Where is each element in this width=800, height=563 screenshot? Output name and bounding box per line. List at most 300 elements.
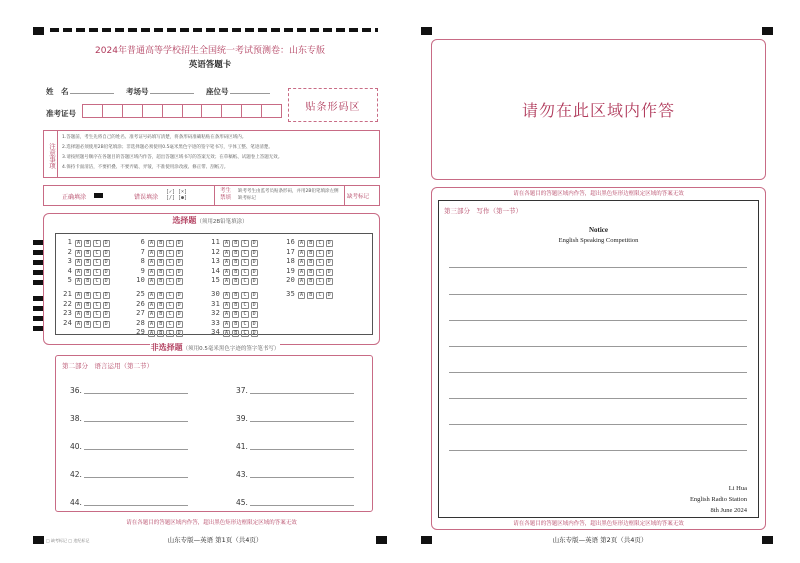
choice-row <box>206 300 260 309</box>
registration-mark <box>376 536 387 544</box>
choice-row <box>281 290 335 299</box>
answer-blank[interactable] <box>84 421 188 422</box>
writing-line[interactable] <box>449 320 747 321</box>
choice-note: （须用2B铅笔填涂） <box>196 219 248 225</box>
choice-bubble[interactable]: C <box>168 240 172 246</box>
choice-bubble[interactable]: D <box>177 268 181 275</box>
choice-bubble[interactable]: C <box>243 240 247 246</box>
choice-bubble[interactable]: B <box>86 320 90 327</box>
blank-label: 37. <box>236 386 248 395</box>
choice-bubble[interactable]: B <box>86 259 90 265</box>
choice-row <box>131 290 185 299</box>
barcode-area <box>288 88 378 122</box>
choice-bubble[interactable]: D <box>104 249 108 256</box>
choice-bubble[interactable]: A <box>225 249 229 256</box>
choice-bubble[interactable]: B <box>309 240 313 246</box>
choice-bubble[interactable]: B <box>234 292 238 298</box>
choice-bubble[interactable]: A <box>77 311 81 317</box>
question-number: 9 <box>140 266 145 275</box>
registration-mark <box>421 27 432 35</box>
question-number: 33 <box>211 318 220 327</box>
choice-bubble[interactable]: B <box>86 278 90 284</box>
section2-box <box>55 355 373 512</box>
choice-bubble[interactable]: D <box>252 311 256 317</box>
choice-bubble[interactable]: B <box>234 301 238 308</box>
writing-line[interactable] <box>449 450 747 451</box>
choice-row <box>131 319 185 328</box>
question-number: 25 <box>136 290 145 298</box>
timing-mark <box>33 316 43 321</box>
choice-row <box>131 300 185 309</box>
choice-bubble[interactable]: D <box>104 268 108 275</box>
absent-mark-label: 缺考标记 <box>347 194 370 200</box>
choice-row <box>58 267 112 276</box>
answer-card-title: 英语答题卡 <box>188 60 232 70</box>
choice-bubble[interactable]: A <box>150 292 154 298</box>
choice-bubble[interactable]: D <box>327 278 331 284</box>
writing-line[interactable] <box>449 294 747 295</box>
choice-bubble[interactable]: D <box>252 301 256 308</box>
choice-bubble[interactable]: B <box>86 301 90 308</box>
choice-row <box>131 328 185 337</box>
blank-label: 44. <box>70 498 82 507</box>
choice-bubble[interactable]: C <box>95 249 99 256</box>
choice-row <box>206 328 260 337</box>
question-number: 10 <box>136 276 145 284</box>
choice-bubble[interactable]: B <box>86 249 90 256</box>
question-number: 31 <box>211 299 220 308</box>
choice-bubble[interactable]: B <box>159 259 163 265</box>
choice-bubble[interactable]: C <box>95 311 99 317</box>
choice-bubble[interactable]: B <box>309 278 313 284</box>
choice-row <box>58 238 112 247</box>
note-item: 4.保持卡面清洁，不要折叠、不要弄破、弄皱，不准使用涂改液、修正带、刮纸刀。 <box>62 165 229 170</box>
choice-bubble[interactable]: D <box>177 278 181 284</box>
choice-bubble[interactable]: B <box>159 240 163 246</box>
choice-bubble[interactable]: D <box>104 301 108 308</box>
sign-org: English Radio Station <box>689 496 747 503</box>
answer-blank[interactable] <box>84 505 188 506</box>
choice-row <box>206 276 260 285</box>
choice-bubble[interactable]: D <box>327 292 331 298</box>
choice-bubble[interactable]: C <box>243 311 247 317</box>
registration-mark <box>762 27 773 35</box>
choice-bubble[interactable]: D <box>252 292 256 298</box>
choice-bubble[interactable]: D <box>104 320 108 327</box>
page-footer: 山东专版—英语 第2页（共4页） <box>552 536 648 544</box>
choice-bubble[interactable]: A <box>77 249 81 256</box>
choice-bubble[interactable]: B <box>159 249 163 256</box>
blank-label: 38. <box>70 414 82 423</box>
choice-bubble[interactable]: D <box>177 330 181 336</box>
question-number: 28 <box>136 318 145 327</box>
choice-bubble[interactable]: C <box>243 301 247 308</box>
choice-bubble[interactable]: A <box>225 320 229 327</box>
choice-row <box>58 300 112 309</box>
choice-title: 选择题 <box>172 216 197 225</box>
question-number: 15 <box>211 276 220 284</box>
question-number: 16 <box>286 238 295 246</box>
choice-bubble[interactable]: B <box>234 320 238 327</box>
writing-line[interactable] <box>449 346 747 347</box>
choice-bubble[interactable]: D <box>252 259 256 265</box>
choice-bubble[interactable]: A <box>77 292 81 298</box>
notice-subtitle: English Speaking Competition <box>558 237 639 244</box>
choice-bubble[interactable]: A <box>300 278 304 284</box>
choice-row <box>281 267 335 276</box>
nonchoice-heading <box>150 342 280 353</box>
timing-mark <box>33 240 43 245</box>
choice-bubble[interactable]: A <box>225 268 229 275</box>
choice-bubble[interactable]: A <box>225 301 229 308</box>
choice-bubble[interactable]: D <box>104 259 108 265</box>
notes-label: 注意事项 <box>44 131 58 177</box>
section2-title: 第二部分 语言运用（第二节） <box>62 362 153 370</box>
question-number: 14 <box>211 266 220 275</box>
footer-small: □ 缺考标记 □ 违纪标记 <box>46 538 90 543</box>
choice-bubble[interactable]: A <box>300 249 304 256</box>
choice-bubble[interactable]: B <box>159 311 163 317</box>
no-answer-area <box>431 39 766 180</box>
seat-field[interactable] <box>230 93 270 94</box>
question-number: 30 <box>211 290 220 298</box>
choice-bubble[interactable]: C <box>243 249 247 256</box>
choice-bubble[interactable]: A <box>225 330 229 336</box>
choice-bubble[interactable]: C <box>95 278 99 284</box>
choice-bubble[interactable]: C <box>95 292 99 298</box>
choice-row <box>281 257 335 266</box>
choice-bubble[interactable]: A <box>150 278 154 284</box>
timing-mark <box>33 270 43 275</box>
choice-row <box>58 319 112 328</box>
choice-bubble[interactable]: A <box>225 311 229 317</box>
timing-mark <box>33 306 43 311</box>
choice-bubble[interactable]: A <box>225 292 229 298</box>
question-number: 23 <box>63 309 72 317</box>
choice-row <box>206 248 260 257</box>
fill-example-box <box>43 185 380 206</box>
timing-mark <box>33 326 43 331</box>
choice-bubble[interactable]: C <box>168 259 172 265</box>
candidate-id-label: 准考证号 <box>46 109 76 118</box>
timing-track <box>50 28 378 32</box>
choice-bubble[interactable]: A <box>77 259 81 265</box>
choice-bubble[interactable]: C <box>168 292 172 298</box>
writing-line[interactable] <box>449 267 747 268</box>
choice-row <box>206 238 260 247</box>
answer-blank[interactable] <box>84 477 188 478</box>
choice-row <box>206 257 260 266</box>
choice-bubble[interactable]: B <box>309 292 313 298</box>
question-number: 13 <box>211 257 220 265</box>
answer-blank[interactable] <box>250 477 354 478</box>
choice-bubble[interactable]: D <box>104 292 108 298</box>
choice-bubble[interactable]: A <box>150 259 154 265</box>
choice-bubble[interactable]: A <box>225 259 229 265</box>
exam-room-field[interactable] <box>150 93 194 94</box>
choice-bubble[interactable]: A <box>150 320 154 327</box>
answer-blank[interactable] <box>250 505 354 506</box>
question-number: 7 <box>140 247 145 256</box>
answer-blank[interactable] <box>84 393 188 394</box>
choice-bubble[interactable]: B <box>159 301 163 308</box>
choice-bubble[interactable]: B <box>234 268 238 275</box>
choice-bubble[interactable]: B <box>159 330 163 336</box>
nonchoice-note: （须用0.5毫米黑色字迹的签字笔书写） <box>182 346 280 352</box>
choice-bubble[interactable]: C <box>168 249 172 256</box>
choice-bubble[interactable]: D <box>104 278 108 284</box>
section3-title: 第三部分 写作（第一节） <box>444 207 522 215</box>
question-number: 18 <box>286 257 295 265</box>
choice-bubble[interactable]: B <box>159 320 163 327</box>
choice-bubble[interactable]: B <box>309 249 313 256</box>
choice-bubble[interactable]: D <box>104 311 108 317</box>
candidate-id-boxes[interactable] <box>82 104 282 118</box>
choice-row <box>131 238 185 247</box>
question-number: 29 <box>136 328 145 336</box>
question-number: 12 <box>211 247 220 256</box>
choice-bubble[interactable]: A <box>150 330 154 336</box>
choice-bubble[interactable]: A <box>150 240 154 246</box>
choice-bubble[interactable]: D <box>177 249 181 256</box>
choice-bubble[interactable]: D <box>177 320 181 327</box>
name-field[interactable] <box>70 93 114 94</box>
absent-text: 缺考考生由监考员贴条形码，并用2B铅笔填涂左侧缺考标记 <box>238 189 339 201</box>
choice-bubble[interactable]: B <box>159 292 163 298</box>
sign-name: Li Hua <box>728 485 747 492</box>
choice-bubble[interactable]: A <box>77 320 81 327</box>
writing-line[interactable] <box>449 398 747 399</box>
choice-row <box>206 309 260 318</box>
question-number: 17 <box>286 247 295 256</box>
question-number: 6 <box>140 238 145 246</box>
choice-bubble[interactable]: C <box>318 278 322 284</box>
answer-blank[interactable] <box>84 449 188 450</box>
choice-bubble[interactable]: C <box>243 320 247 327</box>
barcode-label: 贴条形码区 <box>305 101 361 113</box>
choice-bubble[interactable]: A <box>77 301 81 308</box>
fill-wrong-sample: [✓] [×] [/] [●] <box>166 189 188 201</box>
choice-bubble[interactable]: B <box>86 268 90 275</box>
question-number: 20 <box>286 276 295 284</box>
question-number: 35 <box>286 290 295 298</box>
blank-label: 45. <box>236 498 248 507</box>
choice-bubble[interactable]: D <box>252 320 256 327</box>
choice-bubble[interactable]: D <box>177 259 181 265</box>
question-number: 5 <box>67 276 72 284</box>
choice-bubble[interactable]: C <box>95 268 99 275</box>
registration-mark <box>421 536 432 544</box>
choice-row <box>206 319 260 328</box>
choice-row <box>131 309 185 318</box>
choice-bubble[interactable]: B <box>159 268 163 275</box>
question-number: 2 <box>67 247 72 256</box>
choice-bubble[interactable]: C <box>243 292 247 298</box>
choice-bubble[interactable]: C <box>168 311 172 317</box>
choice-bubble[interactable]: C <box>168 278 172 284</box>
choice-row <box>131 248 185 257</box>
answer-blank[interactable] <box>250 421 354 422</box>
choice-bubble[interactable]: B <box>86 311 90 317</box>
choice-bubble[interactable]: A <box>77 268 81 275</box>
blank-label: 39. <box>236 414 248 423</box>
choice-row <box>58 276 112 285</box>
choice-bubble[interactable]: C <box>168 301 172 308</box>
choice-bubble[interactable]: A <box>150 268 154 275</box>
choice-bubble[interactable]: C <box>168 268 172 275</box>
timing-mark <box>33 250 43 255</box>
choice-bubble[interactable]: C <box>243 278 247 284</box>
choice-bubble[interactable]: A <box>300 259 304 265</box>
choice-row <box>131 257 185 266</box>
choice-bubble[interactable]: A <box>77 278 81 284</box>
question-number: 27 <box>136 309 145 317</box>
choice-bubble[interactable]: B <box>159 278 163 284</box>
nonchoice-title: 非选择题 <box>150 343 183 352</box>
name-label: 姓 名 <box>46 87 69 96</box>
choice-bubble[interactable]: C <box>168 320 172 327</box>
choice-bubble[interactable]: D <box>327 240 331 246</box>
choice-bubble[interactable]: B <box>309 268 313 275</box>
question-number: 3 <box>67 257 72 265</box>
note-item: 1.答题前，考生先将自己的姓名、准考证号码填写清楚，将条形码准确粘贴在条形码区域内。 <box>62 135 247 140</box>
writing-box <box>438 200 759 518</box>
question-number: 8 <box>140 257 145 265</box>
choice-bubble[interactable]: A <box>77 240 81 246</box>
exam-title: 2024年普通高等学校招生全国统一考试预测卷：山东专版 <box>95 46 325 56</box>
registration-mark <box>33 27 44 35</box>
choice-bubble[interactable]: B <box>86 240 90 246</box>
choice-bubble[interactable]: A <box>300 240 304 246</box>
timing-mark <box>33 260 43 265</box>
choice-row <box>281 248 335 257</box>
question-number: 34 <box>211 328 220 336</box>
choice-bubble[interactable]: C <box>318 268 322 275</box>
top-warning: 请在各题目的答题区域内作答，超出黑色矩形边框限定区域的答案无效 <box>513 191 684 197</box>
timing-mark <box>33 280 43 285</box>
choice-bubble[interactable]: B <box>234 259 238 265</box>
choice-bubble[interactable]: D <box>327 268 331 275</box>
question-number: 11 <box>211 238 220 246</box>
question-number: 22 <box>63 299 72 308</box>
answer-blank[interactable] <box>250 393 354 394</box>
fill-correct-sample <box>94 193 103 198</box>
choice-bubble[interactable]: C <box>318 292 322 298</box>
bottom-warning: 请在各题目的答题区域内作答，超出黑色矩形边框限定区域的答案无效 <box>513 521 684 527</box>
page-footer: 山东专版—英语 第1页（共4页） <box>167 536 263 544</box>
no-answer-text: 请勿在此区域内作答 <box>521 101 675 120</box>
writing-line[interactable] <box>449 424 747 425</box>
registration-mark <box>33 536 44 544</box>
choice-row <box>58 248 112 257</box>
choice-bubble[interactable]: A <box>150 311 154 317</box>
answer-blank[interactable] <box>250 449 354 450</box>
choice-bubble[interactable]: B <box>234 330 238 336</box>
choice-bubble[interactable]: C <box>95 301 99 308</box>
choice-bubble[interactable]: B <box>309 259 313 265</box>
note-item: 2.选择题必须使用2B铅笔填涂；非选择题必须使用0.5毫米黑色字迹的签字笔书写，字体工整、笔迹清楚。 <box>62 145 273 150</box>
choice-row <box>131 267 185 276</box>
choice-row <box>58 290 112 299</box>
choice-heading <box>150 215 270 226</box>
choice-bubble[interactable]: B <box>234 278 238 284</box>
choice-row <box>281 238 335 247</box>
choice-bubble[interactable]: D <box>177 301 181 308</box>
question-number: 21 <box>63 290 72 298</box>
signature-block <box>650 483 747 516</box>
choice-row <box>58 257 112 266</box>
note-item: 3.请按照题号顺序在各题目的答题区域内作答，超出答题区域书写的答案无效；在草稿纸、试题卷上答题无效。 <box>62 155 283 160</box>
blank-label: 36. <box>70 386 82 395</box>
question-number: 4 <box>67 266 72 275</box>
choice-bubble[interactable]: A <box>300 292 304 298</box>
writing-line[interactable] <box>449 372 747 373</box>
choice-bubble[interactable]: A <box>150 301 154 308</box>
question-number: 26 <box>136 299 145 308</box>
absent-label: 考生禁填 <box>220 188 232 201</box>
choice-bubble[interactable]: A <box>225 278 229 284</box>
choice-bubble[interactable]: A <box>150 249 154 256</box>
blank-label: 42. <box>70 470 82 479</box>
choice-bubble[interactable]: C <box>95 240 99 246</box>
question-number: 1 <box>67 238 72 246</box>
choice-bubble[interactable]: C <box>168 330 172 336</box>
choice-bubble[interactable]: C <box>95 259 99 265</box>
choice-bubble[interactable]: D <box>252 240 256 246</box>
choice-bubble[interactable]: C <box>318 259 322 265</box>
choice-bubble[interactable]: A <box>300 268 304 275</box>
choice-bubble[interactable]: B <box>86 292 90 298</box>
blank-label: 43. <box>236 470 248 479</box>
choice-bubble[interactable]: B <box>234 240 238 246</box>
choice-bubble[interactable]: C <box>318 240 322 246</box>
choice-bubble[interactable]: D <box>104 240 108 246</box>
choice-bubble[interactable]: C <box>243 268 247 275</box>
choice-bubble[interactable]: D <box>252 268 256 275</box>
notes-list <box>62 133 377 173</box>
choice-bubble[interactable]: D <box>252 278 256 284</box>
timing-mark <box>33 296 43 301</box>
exam-room-label: 考场号 <box>126 87 149 96</box>
choice-row <box>58 309 112 318</box>
choice-bubble[interactable]: D <box>177 311 181 317</box>
choice-bubble[interactable]: C <box>318 249 322 256</box>
choice-bubble[interactable]: B <box>234 311 238 317</box>
choice-row <box>206 267 260 276</box>
notice-title: Notice <box>588 226 609 234</box>
choice-bubble[interactable]: C <box>243 330 247 336</box>
registration-mark <box>762 536 773 544</box>
choice-bubble[interactable]: D <box>327 259 331 265</box>
choice-bubble[interactable]: B <box>234 249 238 256</box>
choice-row <box>206 290 260 299</box>
choice-bubble[interactable]: D <box>252 249 256 256</box>
choice-bubble[interactable]: D <box>177 292 181 298</box>
choice-bubble[interactable]: D <box>327 249 331 256</box>
question-number: 32 <box>211 309 220 317</box>
choice-row <box>131 276 185 285</box>
choice-bubble[interactable]: D <box>252 330 256 336</box>
sign-date: 8th June 2024 <box>710 507 747 514</box>
bottom-warning: 请在各题目的答题区域内作答，超出黑色矩形边框限定区域的答案无效 <box>126 520 297 526</box>
notes-box <box>43 130 380 178</box>
choice-bubble[interactable]: C <box>95 320 99 327</box>
choice-bubble[interactable]: D <box>177 240 181 246</box>
choice-bubble[interactable]: A <box>225 240 229 246</box>
blank-label: 41. <box>236 442 248 451</box>
fill-correct-label: 正确填涂 <box>62 194 87 201</box>
choice-bubble[interactable]: C <box>243 259 247 265</box>
